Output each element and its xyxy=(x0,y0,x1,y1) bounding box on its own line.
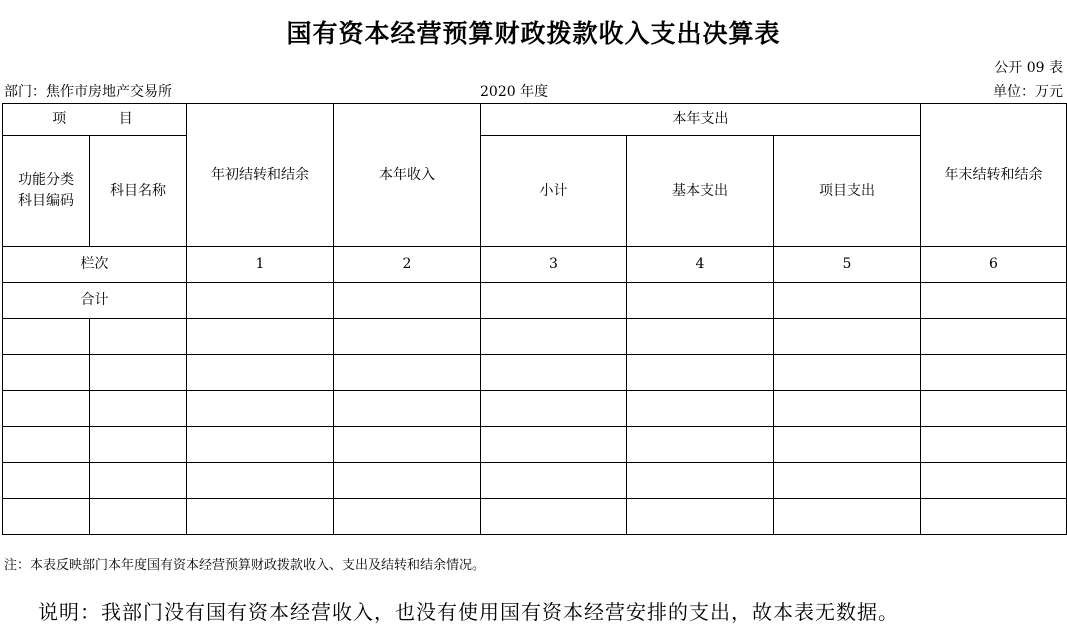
table-cell xyxy=(90,355,187,391)
table-cell xyxy=(627,427,774,463)
table-cell xyxy=(627,463,774,499)
table-cell xyxy=(481,283,627,319)
table-cell xyxy=(334,427,481,463)
header-subject-name: 科目名称 xyxy=(90,136,187,247)
table-cell xyxy=(187,283,334,319)
header-project: 项目支出 xyxy=(774,136,921,247)
header-func-code-text: 功能分类科目编码 xyxy=(18,172,74,209)
column-index: 1 xyxy=(187,247,334,283)
table-row xyxy=(3,463,1067,499)
table-cell xyxy=(627,283,774,319)
header-subtotal: 小计 xyxy=(481,136,627,247)
table-cell xyxy=(187,463,334,499)
header-income: 本年收入 xyxy=(334,104,481,247)
table-row xyxy=(3,391,1067,427)
table-cell xyxy=(627,499,774,535)
table-cell xyxy=(3,463,90,499)
column-index: 2 xyxy=(334,247,481,283)
table-cell xyxy=(481,499,627,535)
table-cell xyxy=(90,319,187,355)
table-cell xyxy=(3,355,90,391)
table-cell xyxy=(187,391,334,427)
table-cell xyxy=(481,355,627,391)
header-expenditure: 本年支出 xyxy=(481,104,921,136)
fiscal-year: 2020 年度 xyxy=(480,84,549,100)
table-cell xyxy=(921,319,1067,355)
column-index: 4 xyxy=(627,247,774,283)
header-item: 项 目 xyxy=(3,104,187,136)
table-cell xyxy=(774,319,921,355)
table-cell xyxy=(334,499,481,535)
table-cell xyxy=(187,319,334,355)
table-cell xyxy=(90,463,187,499)
table-cell xyxy=(334,319,481,355)
table-cell xyxy=(481,463,627,499)
unit-label: 单位：万元 xyxy=(993,84,1063,100)
column-index: 6 xyxy=(921,247,1067,283)
table-note: 注：本表反映部门本年度国有资本经营预算财政拨款收入、支出及结转和结余情况。 xyxy=(4,558,486,573)
page-title: 国有资本经营预算财政拨款收入支出决算表 xyxy=(286,19,781,48)
total-label: 合计 xyxy=(3,283,187,319)
table-row xyxy=(3,427,1067,463)
table-cell xyxy=(627,355,774,391)
table-cell xyxy=(774,499,921,535)
table-cell xyxy=(3,391,90,427)
table-row xyxy=(3,499,1067,535)
table-cell xyxy=(774,463,921,499)
department-label: 部门：焦作市房地产交易所 xyxy=(4,84,172,100)
table-cell xyxy=(774,283,921,319)
table-cell xyxy=(187,427,334,463)
header-func-code xyxy=(3,136,90,247)
table-cell xyxy=(90,427,187,463)
table-cell xyxy=(774,427,921,463)
header-closing-balance: 年末结转和结余 xyxy=(921,104,1067,247)
explanation-text: 说明：我部门没有国有资本经营收入，也没有使用国有资本经营安排的支出，故本表无数据。 xyxy=(38,600,899,624)
table-cell xyxy=(3,319,90,355)
table-cell xyxy=(90,499,187,535)
table-cell xyxy=(334,463,481,499)
header-basic: 基本支出 xyxy=(627,136,774,247)
table-cell xyxy=(627,319,774,355)
table-cell xyxy=(334,283,481,319)
header-opening-balance: 年初结转和结余 xyxy=(187,104,334,247)
table-cell xyxy=(334,355,481,391)
column-index: 5 xyxy=(774,247,921,283)
table-cell xyxy=(774,391,921,427)
table-cell xyxy=(3,499,90,535)
table-cell xyxy=(481,427,627,463)
table-cell xyxy=(921,391,1067,427)
table-cell xyxy=(921,427,1067,463)
table-cell xyxy=(3,427,90,463)
column-index: 3 xyxy=(481,247,627,283)
table-cell xyxy=(90,391,187,427)
budget-table xyxy=(2,103,1067,535)
column-index-label: 栏次 xyxy=(3,247,187,283)
table-row xyxy=(3,355,1067,391)
form-number: 公开 09 表 xyxy=(994,60,1063,76)
table-cell xyxy=(921,355,1067,391)
table-cell xyxy=(627,391,774,427)
table-cell xyxy=(187,499,334,535)
table-cell xyxy=(481,391,627,427)
table-cell xyxy=(921,283,1067,319)
table-cell xyxy=(334,391,481,427)
table-cell xyxy=(481,319,627,355)
table-cell xyxy=(774,355,921,391)
table-cell xyxy=(921,499,1067,535)
table-row xyxy=(3,319,1067,355)
table-cell xyxy=(187,355,334,391)
table-cell xyxy=(921,463,1067,499)
